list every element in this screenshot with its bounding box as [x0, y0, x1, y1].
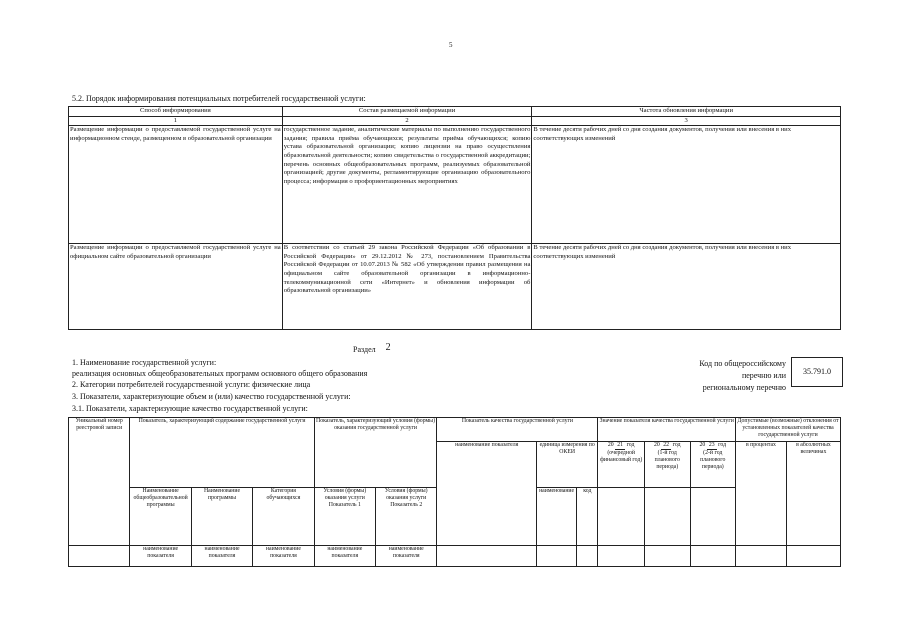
unit-code-header: код — [577, 487, 598, 546]
table-row — [69, 126, 841, 244]
col-header-method: Способ информирования — [69, 107, 283, 117]
year-note: (1-й год планового периода) — [654, 449, 680, 471]
section-heading — [353, 344, 391, 355]
quality-name-header: наименование показателя — [437, 441, 537, 545]
empty-cell — [536, 546, 576, 567]
col-number: 1 — [69, 116, 283, 126]
empty-cell — [736, 546, 787, 567]
empty-cell — [598, 487, 645, 546]
item-1: 1. Наименование государственной услуги: — [72, 358, 217, 367]
empty-cell — [437, 546, 537, 567]
col-number: 3 — [532, 116, 841, 126]
table-row — [69, 244, 841, 330]
unit-name-header: наименование — [536, 487, 576, 546]
quality-unit-header: единица измерения по ОКЕИ — [536, 441, 597, 487]
quality-indicator-header: Показатель качества государственной услуги — [437, 418, 598, 442]
condition-2-header: Условия (формы) оказания услуги Показатель 2 — [376, 487, 437, 546]
item-3: 3. Показатели, характеризующие объем и (или) качество государственной услуги: — [72, 392, 351, 401]
program-header: Наименование программы — [191, 487, 252, 546]
year-note: (2-й год планового периода) — [700, 449, 726, 471]
item-1-value: реализация основных общеобразовательных программ основного общего образования — [72, 369, 368, 378]
quality-values-header: Значение показателя качества государственной услуги — [598, 418, 736, 442]
year-note: (очередной финансовый год) — [600, 449, 643, 464]
student-category-header: Категория обучающихся — [253, 487, 314, 546]
deviation-percent-header: в процентах — [736, 441, 787, 545]
frequency-cell: В течение десяти рабочих дней со дня создания документов, получения или внесения в них соответствующих изменений — [532, 126, 841, 244]
empty-cell — [690, 487, 736, 546]
year-3-header — [690, 441, 736, 487]
empty-cell — [644, 487, 690, 546]
year-prefix: 20 — [607, 441, 614, 448]
year-1-header — [598, 441, 645, 487]
col-header-frequency: Частота обновления информации — [532, 107, 841, 117]
section-label: Раздел — [353, 345, 376, 354]
empty-cell — [598, 546, 645, 567]
method-cell: Размещение информации о предоставляемой государственной услуге на информационном стенде, размещенном в образовательной организации — [69, 126, 283, 244]
empty-cell — [577, 546, 598, 567]
item-3-1: 3.1. Показатели, характеризующие качество государственной услуги: — [72, 404, 308, 413]
indicator-name-label: наименование показателя — [191, 546, 252, 567]
conditions-indicator-header: Показатель, характеризующий условия (формы) оказания государственной услуги — [314, 418, 437, 488]
indicator-name-label: наименование показателя — [314, 546, 375, 567]
section-5-2-title: 5.2. Порядок информирования потенциальных потребителей государственной услуги: — [72, 94, 366, 103]
deviations-header: Допустимые (возможные) отклонения от установленных показателей качества государственной услуги — [736, 418, 841, 442]
empty-cell — [690, 546, 736, 567]
year-value: 21 — [615, 442, 625, 450]
condition-1-header: Условия (формы) оказания услуги Показатель 1 — [314, 487, 375, 546]
content-cell: государственное задание, аналитические материалы по выполнению государственного задания; правила приёма обучающихся; результаты приёма обучающихся; копию устава образовательной организации; копию лицензии на право осуществления образовательной деятельности; копию свидетельства о государственной аккредитации; перечень основных общеобразовательных программ, реализуемых образовательной организацией; другие документы, регламентирующие организацию образовательного процесса; информация о профориентационных мероприятиях — [282, 126, 532, 244]
registry-code-label-line: Код по общероссийскому — [699, 359, 786, 368]
registry-code-box: 35.791.0 — [791, 357, 843, 387]
empty-cell — [644, 546, 690, 567]
content-cell: В соответствии со статьей 29 закона Российской Федерации «Об образовании в Российской Федерации» от 29.12.2012 № 273, постановлением Правительства Российской Федерации от 10.07.2013 № 582 «Об утверждении правил размещения на официальном сайте образовательной организации в информационно-телекоммуникационной сети «Интернет» и обновления информации об образовательной организации» — [282, 244, 532, 330]
year-2-header — [644, 441, 690, 487]
indicator-name-label: наименование показателя — [376, 546, 437, 567]
year-value: 23 — [707, 442, 717, 450]
frequency-cell: В течение десяти рабочих дней со дня создания документов, получения или внесения в них соответствующих изменений — [532, 244, 841, 330]
year-suffix: год — [626, 441, 635, 448]
year-suffix: год — [672, 441, 681, 448]
deviation-absolute-header: в абсолютных величинах — [786, 441, 840, 545]
year-prefix: 20 — [653, 441, 660, 448]
program-name-header: Наименование общеобразовательной программы — [130, 487, 191, 546]
year-suffix: год — [718, 441, 727, 448]
unique-number-header: Уникальный номер реестровой записи — [69, 418, 130, 546]
section-number: 2 — [385, 342, 391, 353]
col-header-content: Состав размещаемой информации — [282, 107, 532, 117]
content-indicator-header: Показатель, характеризующий содержание государственной услуги — [130, 418, 314, 488]
indicator-name-row — [69, 546, 841, 567]
method-cell: Размещение информации о предоставляемой государственной услуге на официальном сайте образовательной организации — [69, 244, 283, 330]
registry-code-label — [672, 358, 786, 394]
registry-code-label-line: региональному перечню — [702, 383, 786, 392]
informing-table — [68, 106, 841, 330]
empty-cell — [786, 546, 840, 567]
col-number: 2 — [282, 116, 532, 126]
table-header-row — [69, 107, 841, 117]
quality-table — [68, 417, 841, 567]
item-2: 2. Категории потребителей государственной услуги: физические лица — [72, 380, 311, 389]
indicator-name-label: наименование показателя — [130, 546, 191, 567]
page-number: 5 — [449, 41, 453, 49]
indicator-name-label: наименование показателя — [253, 546, 314, 567]
quality-header-row — [69, 418, 841, 442]
year-prefix: 20 — [699, 441, 706, 448]
table-number-row — [69, 116, 841, 126]
registry-code-label-line: перечню или — [741, 371, 786, 380]
year-value: 22 — [661, 442, 671, 450]
empty-cell — [69, 546, 130, 567]
